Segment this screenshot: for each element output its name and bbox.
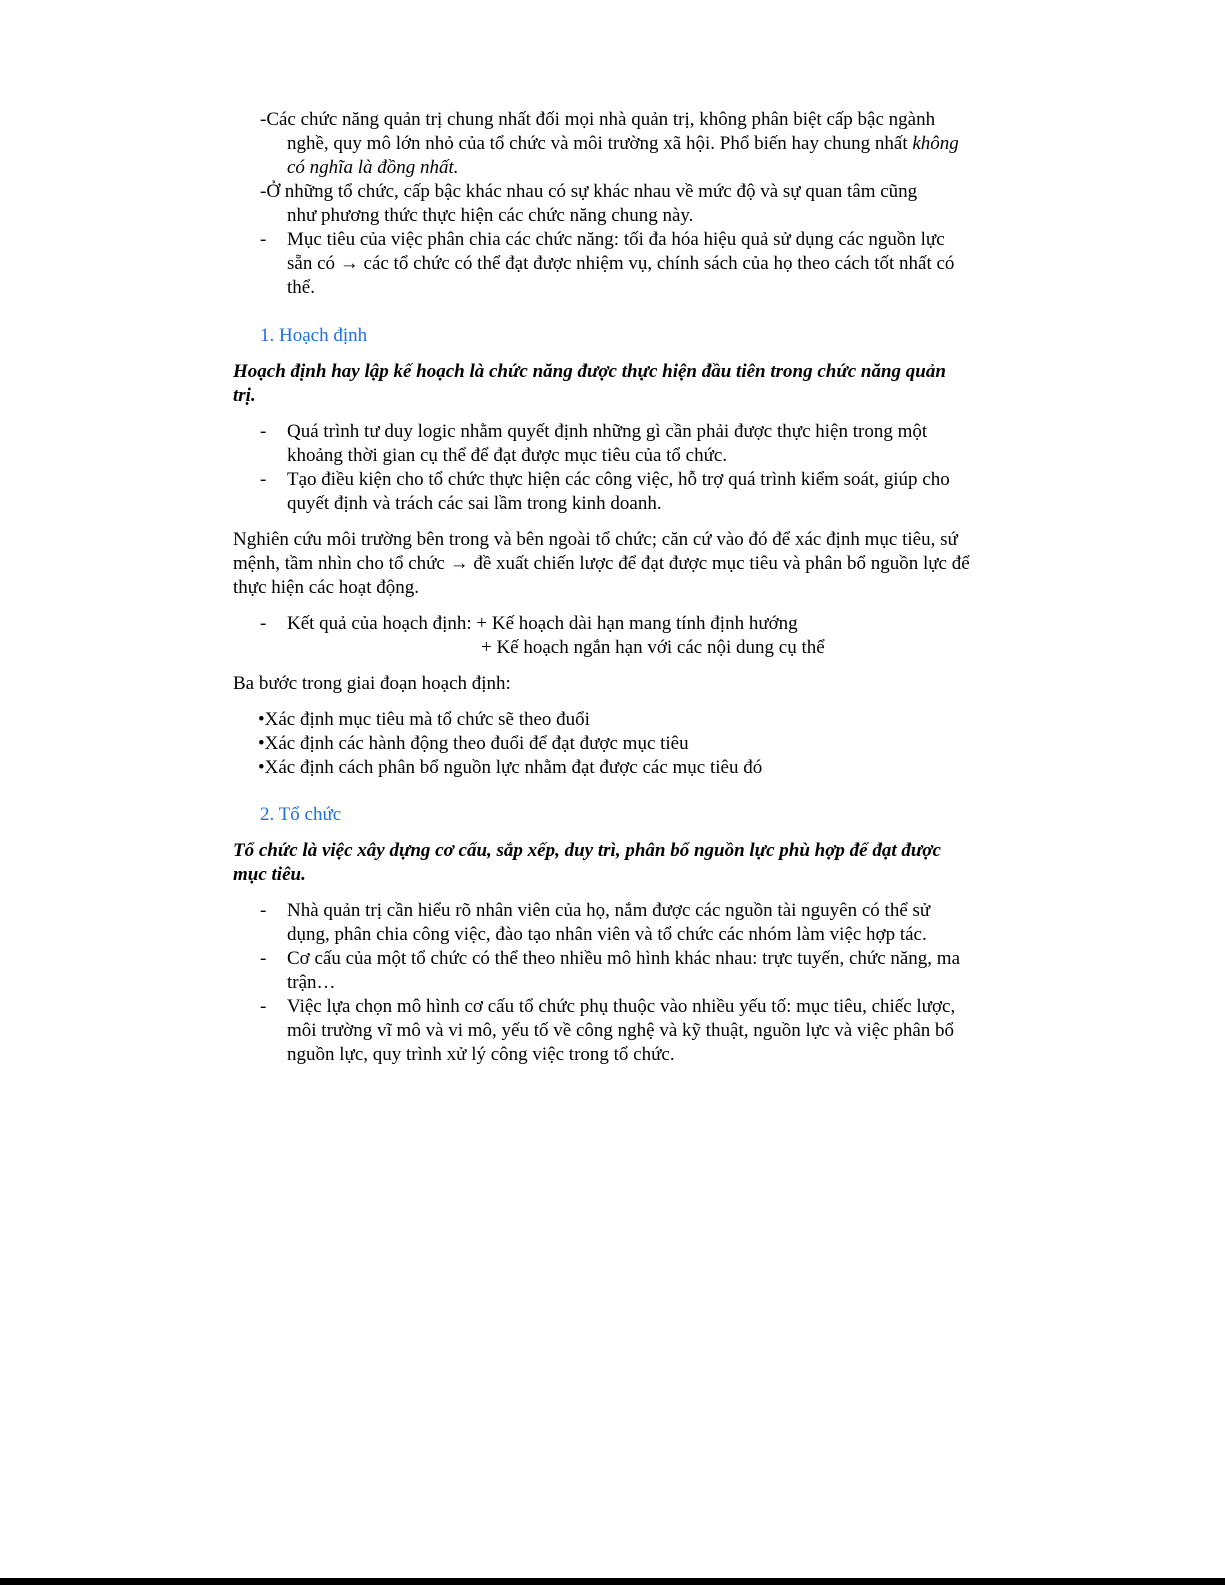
section-1-definition-line-2: trị. xyxy=(233,385,256,406)
section-2-definition-line-1: Tổ chức là việc xây dựng cơ cấu, sắp xếp, duy trì, phân bổ nguồn lực phù hợp để đạt được xyxy=(233,840,941,861)
intro-bullet-line-2: sẵn có → các tổ chức có thể đạt được nhiệm vụ, chính sách của họ theo cách tốt nhất có xyxy=(287,253,955,274)
section-2-definition-line-2: mục tiêu. xyxy=(233,864,306,885)
intro-paragraph-2-line-1: -Ở những tổ chức, cấp bậc khác nhau có sự khác nhau về mức độ và sự quan tâm cũng xyxy=(260,181,918,202)
intro-bullet-dash: - xyxy=(260,229,267,250)
intro-paragraph-2-line-2: như phương thức thực hiện các chức năng chung này. xyxy=(287,205,694,226)
section-2-bullet-3-line-1: Việc lựa chọn mô hình cơ cấu tổ chức phụ thuộc vào nhiều yếu tố: mục tiêu, chiếc lược, xyxy=(287,996,956,1017)
section-1-result-line-1: Kết quả của hoạch định: + Kế hoạch dài hạn mang tính định hướng xyxy=(287,613,798,634)
section-2-bullet-1-line-1: Nhà quản trị cần hiểu rõ nhân viên của họ, nắm được các nguồn tài nguyên có thể sử xyxy=(287,900,931,921)
section-1-bullet-2-line-2: quyết định và trách các sai lầm trong kinh doanh. xyxy=(287,493,662,514)
section-2-bullet-1-line-2: dụng, phân chia công việc, đào tạo nhân viên và tổ chức các nhóm làm việc hợp tác. xyxy=(287,924,927,945)
section-1-bullet-1-dash: - xyxy=(260,421,267,442)
section-1-paragraph-line-2: mệnh, tầm nhìn cho tổ chức → đề xuất chiến lược để đạt được mục tiêu và phân bổ nguồn lực để xyxy=(233,553,970,574)
section-1-bullet-2-dash: - xyxy=(260,469,267,490)
intro-bullet-line-3: thể. xyxy=(287,277,315,298)
section-1-paragraph-line-1: Nghiên cứu môi trường bên trong và bên ngoài tổ chức; căn cứ vào đó để xác định mục tiêu, sứ xyxy=(233,529,958,550)
section-1-bullet-2-line-1: Tạo điều kiện cho tổ chức thực hiện các công việc, hỗ trợ quá trình kiểm soát, giúp cho xyxy=(287,469,950,490)
section-1-result-line-2: + Kế hoạch ngắn hạn với các nội dung cụ thể xyxy=(481,637,825,658)
intro-paragraph-1-line-1: -Các chức năng quản trị chung nhất đối mọi nhà quản trị, không phân biệt cấp bậc ngành xyxy=(260,109,936,130)
section-1-steps-intro: Ba bước trong giai đoạn hoạch định: xyxy=(233,673,511,694)
section-1-step-3: •Xác định cách phân bổ nguồn lực nhằm đạt được các mục tiêu đó xyxy=(258,757,763,778)
section-1-bullet-1-line-1: Quá trình tư duy logic nhằm quyết định những gì cần phải được thực hiện trong một xyxy=(287,421,928,442)
section-1-paragraph-line-3: thực hiện các hoạt động. xyxy=(233,577,419,598)
section-1-bullet-1-line-2: khoảng thời gian cụ thể để đạt được mục tiêu của tổ chức. xyxy=(287,445,728,466)
section-1-step-1: •Xác định mục tiêu mà tổ chức sẽ theo đuổi xyxy=(258,709,590,730)
section-2-bullet-2-dash: - xyxy=(260,948,267,969)
intro-paragraph-1-text: nghề, quy mô lớn nhỏ của tổ chức và môi trường xã hội. Phổ biến hay chung nhất xyxy=(287,133,913,154)
intro-paragraph-1-line-2 xyxy=(287,132,959,156)
section-2-bullet-2-line-1: Cơ cấu của một tổ chức có thể theo nhiều mô hình khác nhau: trực tuyến, chức năng, ma xyxy=(287,948,961,969)
page-bottom-border xyxy=(0,1578,1225,1585)
section-1-result-dash: - xyxy=(260,613,267,634)
section-2-bullet-3-line-3: nguồn lực, quy trình xử lý công việc trong tổ chức. xyxy=(287,1044,675,1065)
section-1-heading: 1. Hoạch định xyxy=(260,325,368,346)
section-2-bullet-3-dash: - xyxy=(260,996,267,1017)
section-2-heading: 2. Tổ chức xyxy=(260,804,342,825)
section-2-bullet-1-dash: - xyxy=(260,900,267,921)
section-2-bullet-2-line-2: trận… xyxy=(287,972,336,993)
section-2-bullet-3-line-2: môi trường vĩ mô và vi mô, yếu tố về công nghệ và kỹ thuật, nguồn lực và việc phân bổ xyxy=(287,1020,955,1041)
section-1-step-2: •Xác định các hành động theo đuổi để đạt được mục tiêu xyxy=(258,733,689,754)
intro-paragraph-1-line-3: có nghĩa là đồng nhất. xyxy=(287,157,459,178)
intro-bullet-line-1: Mục tiêu của việc phân chia các chức năng: tối đa hóa hiệu quả sử dụng các nguồn lực xyxy=(287,229,945,250)
intro-paragraph-1-emphasis: không xyxy=(912,133,959,154)
section-1-definition-line-1: Hoạch định hay lập kế hoạch là chức năng được thực hiện đầu tiên trong chức năng quản xyxy=(233,361,946,382)
